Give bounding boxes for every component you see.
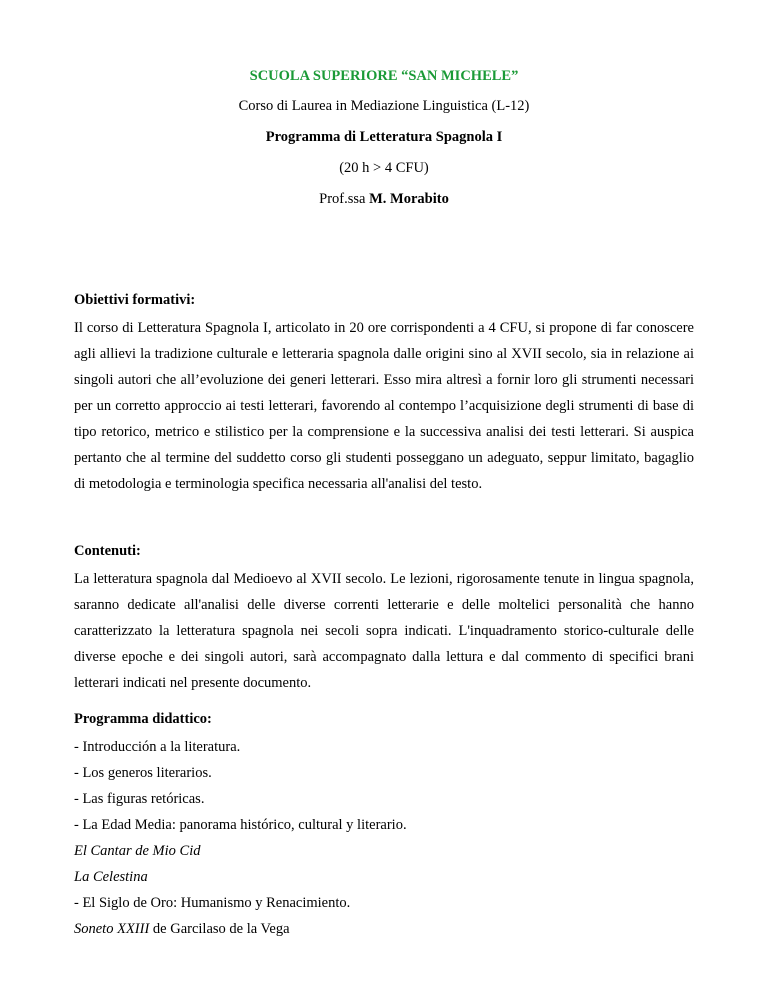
professor-prefix: Prof.ssa	[319, 191, 370, 207]
professor-line	[0, 190, 768, 208]
work-author: de Garcilaso de la Vega	[149, 921, 290, 937]
hours-credits: (20 h > 4 CFU)	[339, 160, 429, 176]
objectives-text: Il corso di Letteratura Spagnola I, articolato in 20 ore corrispondenti a 4 CFU, si propone di far conoscere agli allievi la tradizione culturale e letteraria spagnola dalle origini sino al XVII secolo, sia in relazione ai singoli autori che all’evoluzione dei generi letterari. Esso mira altresì a fornir loro gli strumenti necessari per un corretto approccio ai testi letterari, favorendo al contempo l’acquisizione degli strumenti di base di tipo retorico, metrico e stilistico per la comprensione e la successiva analisi dei testi letterari. Si auspica pertanto che al termine del suddetto corso gli studenti posseggano un adeguato, seppur limitato, bagaglio di metodologia e terminologia specifica necessaria all'analisi del testo.	[74, 320, 694, 492]
program-item: - La Edad Media: panorama histórico, cultural y literario.	[74, 817, 407, 833]
program-title: Programma di Letteratura Spagnola I	[265, 129, 503, 145]
contents-text: La letteratura spagnola dal Medioevo al XVII secolo. Le lezioni, rigorosamente tenute in lingua spagnola, saranno dedicate all'analisi delle diverse correnti letterarie e delle moltelici personalità che hanno caratterizzato la letteratura spagnola nei secoli sopra indicati. L'inquadramento storico-culturale delle diverse epoche e dei singoli autori, sarà accompagnato dalla lettura e dal commento di specifici brani letterari indicati nel presente documento.	[74, 571, 694, 691]
program-item: - Los generos literarios.	[74, 765, 212, 781]
contents-section	[74, 542, 694, 696]
program-item-work: La Celestina	[74, 869, 148, 885]
program-title-section: Programma didattico:	[74, 711, 212, 727]
school-name: SCUOLA SUPERIORE “SAN MICHELE”	[249, 68, 519, 84]
objectives-section	[74, 291, 694, 497]
objectives-title: Obiettivi formativi:	[74, 292, 196, 308]
program-item: - Las figuras retóricas.	[74, 791, 205, 807]
course-name: Corso di Laurea in Mediazione Linguistica (L-12)	[238, 98, 530, 114]
program-item-work	[74, 916, 694, 942]
program-item: - Introducción a la literatura.	[74, 739, 241, 755]
professor-name: M. Morabito	[369, 191, 449, 207]
contents-title: Contenuti:	[74, 543, 141, 559]
program-item: - El Siglo de Oro: Humanismo y Renacimiento.	[74, 895, 351, 911]
work-title: Soneto XXIII	[74, 921, 150, 937]
program-item-work: El Cantar de Mio Cid	[74, 843, 201, 859]
program-section	[74, 710, 694, 942]
